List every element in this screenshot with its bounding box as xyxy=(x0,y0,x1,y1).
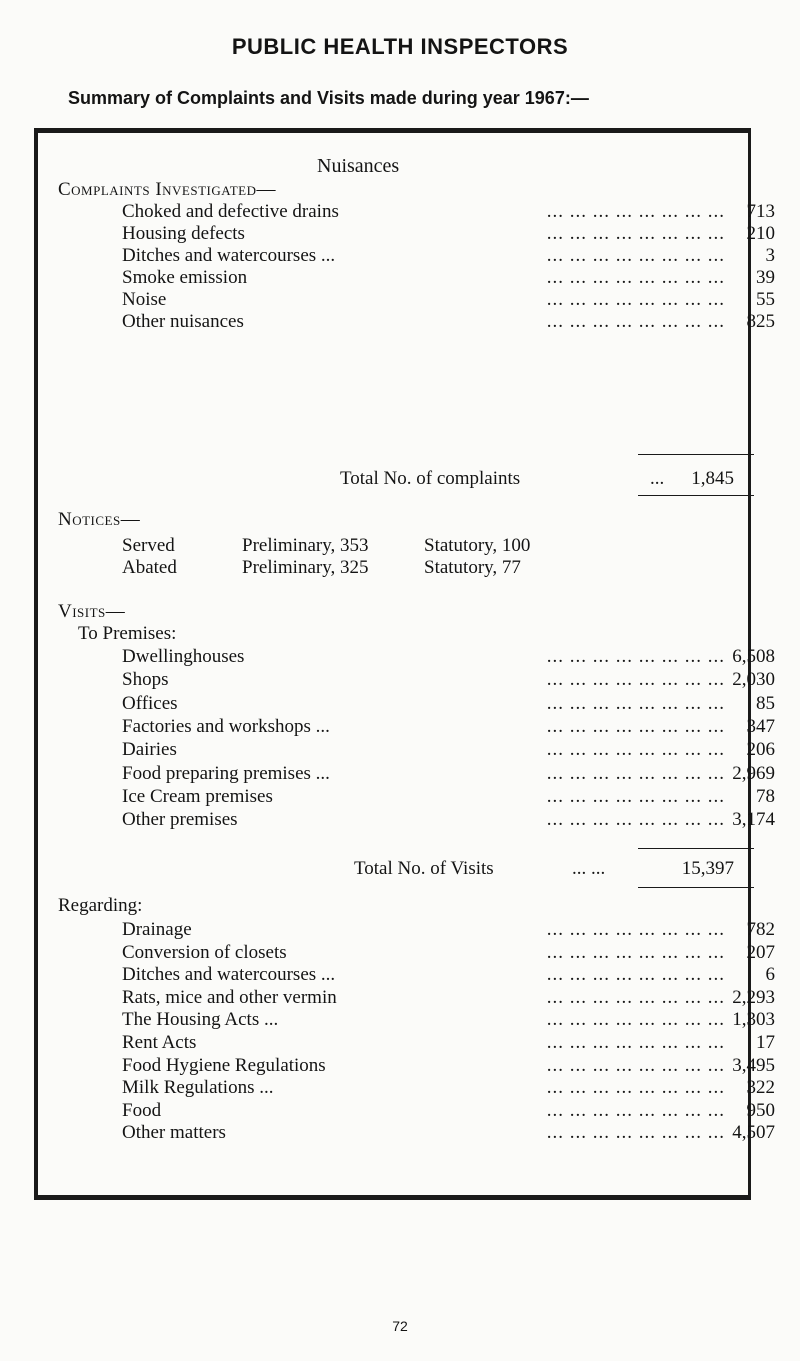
row-value: 2,293 xyxy=(732,986,775,1008)
page-title: PUBLIC HEALTH INSPECTORS xyxy=(231,34,569,59)
table-row xyxy=(122,964,775,986)
row-value: 78 xyxy=(756,785,775,807)
leader-dots: ... ... ... ... ... ... ... ... xyxy=(546,762,725,784)
table-row xyxy=(122,693,775,715)
row-label: Factories and workshops ... xyxy=(122,715,330,737)
row-label: The Housing Acts ... xyxy=(122,1009,279,1031)
row-value: 6 xyxy=(765,964,775,986)
leader-dots: ... ... ... ... ... ... ... ... xyxy=(546,646,725,667)
table-row xyxy=(122,786,775,808)
row-value: 3 xyxy=(765,245,775,266)
nuisances-heading: Nuisances xyxy=(317,155,400,177)
table-row xyxy=(122,1122,775,1144)
served-statutory: Statutory, 100 xyxy=(424,535,531,556)
leader-dots: ... ... ... ... ... ... ... ... xyxy=(546,1032,725,1053)
leader-dots: ... ... ... ... ... ... ... ... xyxy=(546,941,725,963)
rule-line xyxy=(638,495,754,496)
visits-section-label: Visits— xyxy=(58,601,126,622)
table-row xyxy=(122,763,775,785)
abated-preliminary: Preliminary, 325 xyxy=(242,557,369,578)
page-subtitle: Summary of Complaints and Visits made during year 1967:— xyxy=(68,88,589,108)
table-row xyxy=(122,267,775,289)
visits-total-value: 15,397 xyxy=(681,858,734,879)
row-label: Food preparing premises ... xyxy=(122,762,330,784)
row-value: 85 xyxy=(756,692,775,714)
row-value: 206 xyxy=(746,739,775,761)
leader-dots: ... ... ... ... ... ... ... ... xyxy=(546,739,725,761)
table-row xyxy=(122,716,775,738)
row-value: 210 xyxy=(746,223,775,244)
row-label: Ditches and watercourses ... xyxy=(122,245,336,266)
rule-line xyxy=(638,454,754,455)
table-row xyxy=(122,201,775,223)
row-label: Conversion of closets xyxy=(122,941,287,963)
leader-dots: ... ... ... ... ... ... ... ... xyxy=(546,1122,725,1144)
abated-statutory: Statutory, 77 xyxy=(424,557,521,578)
table-row xyxy=(122,1009,775,1031)
row-value: 55 xyxy=(756,289,775,310)
table-row xyxy=(122,919,775,941)
table-row xyxy=(122,942,775,964)
row-value: 3,174 xyxy=(732,809,775,831)
regarding-section-label: Regarding: xyxy=(58,895,143,916)
row-value: 4,507 xyxy=(732,1122,775,1144)
row-label: Dairies xyxy=(122,739,177,761)
complaints-total-dots: ... xyxy=(650,468,665,489)
page-number: 72 xyxy=(392,1318,408,1334)
table-row xyxy=(122,245,775,267)
leader-dots: ... ... ... ... ... ... ... ... xyxy=(546,1099,725,1121)
row-label: Other nuisances xyxy=(122,311,244,332)
table-row xyxy=(122,987,775,1009)
row-label: Offices xyxy=(122,692,178,714)
row-label: Drainage xyxy=(122,919,192,940)
row-label: Ditches and watercourses ... xyxy=(122,964,336,986)
table-row xyxy=(122,289,775,311)
complaints-total-value: 1,845 xyxy=(691,468,734,489)
leader-dots: ... ... ... ... ... ... ... ... xyxy=(546,201,725,222)
row-label: Choked and defective drains xyxy=(122,201,339,222)
row-value: 17 xyxy=(756,1032,775,1053)
leader-dots: ... ... ... ... ... ... ... ... xyxy=(546,1054,725,1076)
table-row xyxy=(122,311,775,333)
leader-dots: ... ... ... ... ... ... ... ... xyxy=(546,669,725,691)
notices-section-label: Notices— xyxy=(58,509,141,530)
leader-dots: ... ... ... ... ... ... ... ... xyxy=(546,1009,725,1031)
row-value: 825 xyxy=(746,311,775,332)
leader-dots: ... ... ... ... ... ... ... ... xyxy=(546,245,725,266)
rule-line xyxy=(638,848,754,849)
row-label: Food Hygiene Regulations xyxy=(122,1054,326,1076)
row-value: 782 xyxy=(746,919,775,940)
visits-total-dots: ... ... xyxy=(572,858,606,879)
row-label: Housing defects xyxy=(122,223,245,244)
row-label: Other matters xyxy=(122,1122,226,1144)
leader-dots: ... ... ... ... ... ... ... ... xyxy=(546,692,725,714)
leader-dots: ... ... ... ... ... ... ... ... xyxy=(546,223,725,244)
row-label: Dwellinghouses xyxy=(122,646,245,667)
table-row xyxy=(122,739,775,761)
table-row xyxy=(122,223,775,245)
leader-dots: ... ... ... ... ... ... ... ... xyxy=(546,289,725,310)
row-value: 2,969 xyxy=(732,762,775,784)
row-label: Ice Cream premises xyxy=(122,785,273,807)
row-value: 1,303 xyxy=(732,1009,775,1031)
table-row xyxy=(122,1032,775,1054)
summary-table xyxy=(34,128,775,1200)
served-label: Served xyxy=(122,535,175,556)
leader-dots: ... ... ... ... ... ... ... ... xyxy=(546,267,725,288)
row-value: 207 xyxy=(746,941,775,963)
row-value: 2,030 xyxy=(732,669,775,691)
leader-dots: ... ... ... ... ... ... ... ... xyxy=(546,311,725,332)
table-row xyxy=(122,1077,775,1099)
row-label: Shops xyxy=(122,669,169,691)
complaints-total-label: Total No. of complaints xyxy=(340,468,521,489)
row-value: 950 xyxy=(746,1099,775,1121)
row-label: Smoke emission xyxy=(122,267,248,288)
leader-dots: ... ... ... ... ... ... ... ... xyxy=(546,715,725,737)
complaints-section-label: Complaints Investigated— xyxy=(58,179,276,200)
row-label: Noise xyxy=(122,289,167,310)
leader-dots: ... ... ... ... ... ... ... ... xyxy=(546,964,725,986)
served-preliminary: Preliminary, 353 xyxy=(242,535,369,556)
row-label: Rats, mice and other vermin xyxy=(122,986,337,1008)
premises-label: To Premises: xyxy=(78,623,177,644)
row-value: 322 xyxy=(746,1077,775,1099)
leader-dots: ... ... ... ... ... ... ... ... xyxy=(546,919,725,940)
row-label: Milk Regulations ... xyxy=(122,1077,274,1099)
leader-dots: ... ... ... ... ... ... ... ... xyxy=(546,809,725,831)
row-label: Other premises xyxy=(122,809,238,831)
leader-dots: ... ... ... ... ... ... ... ... xyxy=(546,785,725,807)
row-label: Food xyxy=(122,1099,162,1121)
visits-total-label: Total No. of Visits xyxy=(354,858,494,879)
abated-label: Abated xyxy=(122,557,177,578)
table-row xyxy=(122,669,775,691)
row-value: 3,495 xyxy=(732,1054,775,1076)
row-value: 6,508 xyxy=(732,646,775,667)
row-value: 347 xyxy=(746,715,775,737)
row-label: Rent Acts xyxy=(122,1032,197,1053)
table-row xyxy=(122,809,775,831)
leader-dots: ... ... ... ... ... ... ... ... xyxy=(546,986,725,1008)
row-value: 713 xyxy=(746,201,775,222)
rule-line xyxy=(638,887,754,888)
table-row xyxy=(122,1100,775,1122)
leader-dots: ... ... ... ... ... ... ... ... xyxy=(546,1077,725,1099)
table-row xyxy=(122,1055,775,1077)
table-row xyxy=(122,646,775,668)
row-value: 39 xyxy=(756,267,775,288)
